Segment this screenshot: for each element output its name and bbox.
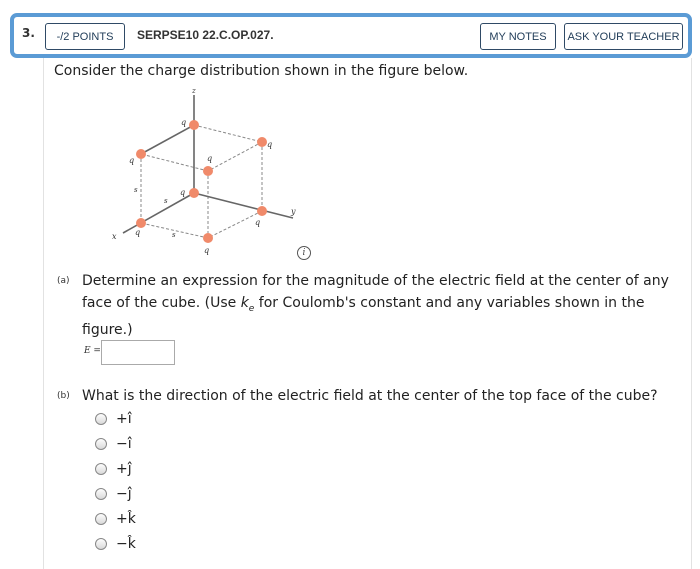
charge-label: q (180, 188, 186, 197)
charge-label: q (135, 228, 141, 237)
radio-button[interactable] (95, 438, 107, 450)
charge (136, 149, 146, 159)
charge (136, 218, 146, 228)
charge (203, 233, 213, 243)
question-header (10, 13, 692, 58)
electric-field-answer-input[interactable] (101, 340, 175, 365)
charge-label: q (207, 154, 213, 163)
my-notes-button[interactable]: MY NOTES (480, 23, 556, 50)
part-b-question: What is the direction of the electric field at the center of the top face of the cube? (82, 388, 658, 404)
radio-button[interactable] (95, 513, 107, 525)
radio-button[interactable] (95, 413, 107, 425)
part-a-question: Determine an expression for the magnitude of the electric field at the center of any face of the cube. (Use $k_e$ for Coulomb's constant and any variables shown in the figure.) (82, 273, 669, 338)
charge (257, 137, 267, 147)
side-label-left: s (134, 186, 138, 194)
charge-cube-figure (105, 85, 305, 260)
charge (203, 166, 213, 176)
points-button[interactable]: -/2 POINTS (45, 23, 125, 50)
cube-dashed-edges (141, 125, 262, 238)
charge (189, 120, 199, 130)
side-label-bottom: s (172, 231, 176, 239)
charge-label: q (267, 140, 273, 149)
charge (189, 188, 199, 198)
part-b-label: (b) (57, 391, 70, 401)
radio-button[interactable] (95, 463, 107, 475)
side-label-middle: s (164, 197, 168, 205)
charge (257, 206, 267, 216)
intro-text: Consider the charge distribution shown in the figure below. (54, 63, 469, 79)
option-plus-j[interactable]: +ĵ (95, 459, 132, 479)
y-axis-label: y (291, 207, 296, 216)
radio-button[interactable] (95, 538, 107, 550)
charge-label: q (129, 156, 135, 165)
charge-label: q (255, 218, 261, 227)
question-code: SERPSE10 22.C.OP.027. (137, 28, 274, 42)
part-a-label: (a) (57, 276, 70, 286)
info-icon[interactable]: i (297, 246, 311, 260)
z-axis-label: z (192, 87, 196, 95)
option-minus-k[interactable]: −k̂ (95, 534, 136, 554)
x-axis-label: x (112, 232, 117, 241)
ask-your-teacher-button[interactable]: ASK YOUR TEACHER (564, 23, 683, 50)
option-minus-j[interactable]: −ĵ (95, 484, 132, 504)
charge-label: q (204, 246, 210, 255)
option-plus-i[interactable]: +î (95, 409, 132, 429)
option-minus-i[interactable]: −î (95, 434, 132, 454)
charge-label: q (181, 118, 187, 127)
question-number: 3. (22, 26, 35, 40)
option-plus-k[interactable]: +k̂ (95, 509, 136, 529)
answer-label: E = (84, 346, 101, 356)
radio-button[interactable] (95, 488, 107, 500)
